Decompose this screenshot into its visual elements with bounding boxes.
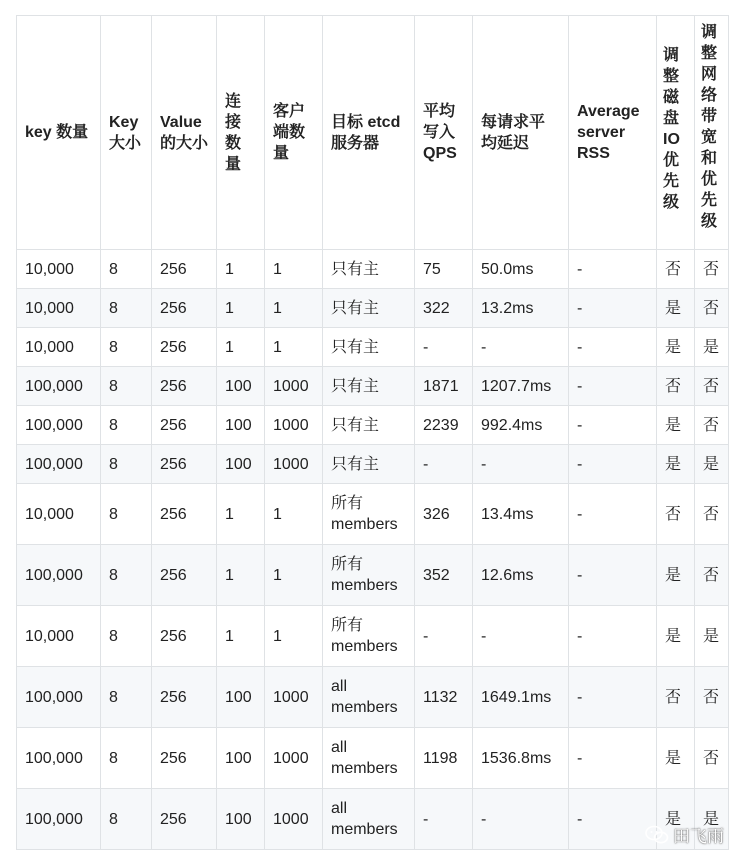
table-row (17, 289, 729, 328)
header-target-server: 目标 etcd 服务器 (323, 16, 415, 250)
cell-target-server: 所有 members (323, 484, 415, 545)
cell-avg-server-rss: - (569, 289, 657, 328)
cell-target-server: all members (323, 728, 415, 789)
cell-avg-latency: 1649.1ms (473, 667, 569, 728)
cell-target-server: 所有 members (323, 545, 415, 606)
cell-network-priority: 否 (695, 667, 729, 728)
cell-clients: 1000 (265, 406, 323, 445)
cell-key-size: 8 (101, 606, 152, 667)
cell-key-count: 10,000 (17, 328, 101, 367)
cell-key-count: 100,000 (17, 545, 101, 606)
cell-disk-io-priority: 是 (657, 789, 695, 850)
cell-key-count: 10,000 (17, 484, 101, 545)
cell-value-size: 256 (152, 484, 217, 545)
cell-disk-io-priority: 否 (657, 367, 695, 406)
cell-connections: 1 (217, 250, 265, 289)
cell-disk-io-priority: 否 (657, 250, 695, 289)
cell-avg-latency: 13.2ms (473, 289, 569, 328)
cell-disk-io-priority: 否 (657, 484, 695, 545)
cell-clients: 1000 (265, 667, 323, 728)
watermark-text: 田飞雨 (673, 827, 724, 846)
table-row (17, 250, 729, 289)
cell-key-count: 100,000 (17, 667, 101, 728)
cell-avg-server-rss: - (569, 484, 657, 545)
cell-key-size: 8 (101, 789, 152, 850)
header-key-count: key 数量 (17, 16, 101, 250)
header-key-size: Key 大小 (101, 16, 152, 250)
cell-avg-latency: - (473, 606, 569, 667)
cell-clients: 1 (265, 606, 323, 667)
cell-value-size: 256 (152, 289, 217, 328)
cell-target-server: 只有主 (323, 406, 415, 445)
cell-connections: 100 (217, 367, 265, 406)
cell-avg-server-rss: - (569, 250, 657, 289)
benchmark-table (16, 15, 729, 850)
header-disk-io-priority: 调整磁盘IO优先级 (657, 16, 695, 250)
cell-clients: 1 (265, 289, 323, 328)
cell-disk-io-priority: 是 (657, 406, 695, 445)
cell-avg-write-qps: 75 (415, 250, 473, 289)
header-network-priority: 调整网络带宽和优先级 (695, 16, 729, 250)
table-row (17, 545, 729, 606)
cell-key-size: 8 (101, 728, 152, 789)
cell-network-priority: 是 (695, 606, 729, 667)
cell-avg-server-rss: - (569, 445, 657, 484)
cell-network-priority: 是 (695, 445, 729, 484)
cell-connections: 1 (217, 606, 265, 667)
table-header-row (17, 16, 729, 250)
header-connections: 连接数量 (217, 16, 265, 250)
cell-avg-write-qps: 2239 (415, 406, 473, 445)
cell-target-server: 所有 members (323, 606, 415, 667)
table-body (17, 250, 729, 850)
cell-clients: 1 (265, 250, 323, 289)
cell-avg-write-qps: - (415, 445, 473, 484)
cell-connections: 100 (217, 406, 265, 445)
cell-target-server: all members (323, 667, 415, 728)
cell-value-size: 256 (152, 406, 217, 445)
cell-avg-write-qps: - (415, 789, 473, 850)
cell-avg-write-qps: - (415, 328, 473, 367)
cell-clients: 1 (265, 545, 323, 606)
cell-disk-io-priority: 否 (657, 667, 695, 728)
table-row (17, 328, 729, 367)
cell-key-size: 8 (101, 484, 152, 545)
cell-avg-latency: 50.0ms (473, 250, 569, 289)
cell-target-server: 只有主 (323, 328, 415, 367)
cell-network-priority: 否 (695, 406, 729, 445)
cell-network-priority: 是 (695, 328, 729, 367)
cell-disk-io-priority: 是 (657, 328, 695, 367)
table-row (17, 406, 729, 445)
cell-avg-server-rss: - (569, 606, 657, 667)
cell-avg-server-rss: - (569, 328, 657, 367)
cell-avg-latency: - (473, 445, 569, 484)
cell-network-priority: 否 (695, 484, 729, 545)
header-avg-latency: 每请求平均延迟 (473, 16, 569, 250)
cell-avg-write-qps: 1198 (415, 728, 473, 789)
cell-connections: 1 (217, 328, 265, 367)
cell-avg-write-qps: 326 (415, 484, 473, 545)
cell-avg-latency: 1536.8ms (473, 728, 569, 789)
cell-network-priority: 否 (695, 289, 729, 328)
cell-target-server: all members (323, 789, 415, 850)
cell-value-size: 256 (152, 367, 217, 406)
cell-avg-server-rss: - (569, 789, 657, 850)
cell-clients: 1000 (265, 445, 323, 484)
cell-connections: 100 (217, 789, 265, 850)
cell-connections: 1 (217, 484, 265, 545)
cell-avg-write-qps: - (415, 606, 473, 667)
table-row (17, 728, 729, 789)
cell-clients: 1000 (265, 728, 323, 789)
cell-clients: 1 (265, 484, 323, 545)
cell-network-priority: 否 (695, 367, 729, 406)
cell-avg-latency: 992.4ms (473, 406, 569, 445)
cell-avg-server-rss: - (569, 728, 657, 789)
cell-avg-latency: 13.4ms (473, 484, 569, 545)
cell-disk-io-priority: 是 (657, 545, 695, 606)
cell-target-server: 只有主 (323, 445, 415, 484)
cell-target-server: 只有主 (323, 250, 415, 289)
table-row (17, 445, 729, 484)
cell-key-size: 8 (101, 545, 152, 606)
cell-disk-io-priority: 是 (657, 445, 695, 484)
cell-avg-server-rss: - (569, 545, 657, 606)
cell-key-count: 100,000 (17, 406, 101, 445)
cell-avg-latency: - (473, 328, 569, 367)
cell-connections: 1 (217, 289, 265, 328)
cell-key-count: 10,000 (17, 250, 101, 289)
header-value-size: Value 的大小 (152, 16, 217, 250)
table-row (17, 606, 729, 667)
cell-value-size: 256 (152, 250, 217, 289)
cell-connections: 100 (217, 667, 265, 728)
table-row (17, 789, 729, 850)
cell-key-count: 10,000 (17, 606, 101, 667)
cell-clients: 1000 (265, 789, 323, 850)
cell-disk-io-priority: 是 (657, 606, 695, 667)
cell-avg-server-rss: - (569, 667, 657, 728)
cell-clients: 1000 (265, 367, 323, 406)
cell-network-priority: 否 (695, 545, 729, 606)
cell-avg-write-qps: 322 (415, 289, 473, 328)
cell-key-size: 8 (101, 445, 152, 484)
cell-value-size: 256 (152, 545, 217, 606)
cell-key-size: 8 (101, 367, 152, 406)
cell-connections: 100 (217, 445, 265, 484)
cell-key-size: 8 (101, 289, 152, 328)
cell-key-count: 100,000 (17, 367, 101, 406)
cell-network-priority: 否 (695, 250, 729, 289)
cell-key-size: 8 (101, 328, 152, 367)
header-clients: 客户端数量 (265, 16, 323, 250)
cell-network-priority: 是 (695, 789, 729, 850)
cell-value-size: 256 (152, 606, 217, 667)
cell-avg-latency: 1207.7ms (473, 367, 569, 406)
cell-clients: 1 (265, 328, 323, 367)
cell-key-count: 10,000 (17, 289, 101, 328)
cell-avg-write-qps: 352 (415, 545, 473, 606)
cell-key-count: 100,000 (17, 728, 101, 789)
cell-key-count: 100,000 (17, 789, 101, 850)
cell-disk-io-priority: 是 (657, 728, 695, 789)
cell-value-size: 256 (152, 667, 217, 728)
cell-avg-latency: - (473, 789, 569, 850)
benchmark-table-container (16, 15, 729, 850)
cell-value-size: 256 (152, 789, 217, 850)
table-row (17, 367, 729, 406)
cell-target-server: 只有主 (323, 367, 415, 406)
cell-key-size: 8 (101, 667, 152, 728)
header-avg-write-qps: 平均写入 QPS (415, 16, 473, 250)
cell-connections: 1 (217, 545, 265, 606)
cell-value-size: 256 (152, 445, 217, 484)
cell-avg-latency: 12.6ms (473, 545, 569, 606)
header-avg-server-rss: Average server RSS (569, 16, 657, 250)
cell-connections: 100 (217, 728, 265, 789)
cell-value-size: 256 (152, 328, 217, 367)
cell-disk-io-priority: 是 (657, 289, 695, 328)
cell-avg-server-rss: - (569, 367, 657, 406)
cell-key-size: 8 (101, 250, 152, 289)
cell-value-size: 256 (152, 728, 217, 789)
table-row (17, 484, 729, 545)
cell-avg-write-qps: 1871 (415, 367, 473, 406)
cell-avg-write-qps: 1132 (415, 667, 473, 728)
cell-avg-server-rss: - (569, 406, 657, 445)
cell-key-size: 8 (101, 406, 152, 445)
table-row (17, 667, 729, 728)
cell-target-server: 只有主 (323, 289, 415, 328)
cell-key-count: 100,000 (17, 445, 101, 484)
cell-network-priority: 否 (695, 728, 729, 789)
